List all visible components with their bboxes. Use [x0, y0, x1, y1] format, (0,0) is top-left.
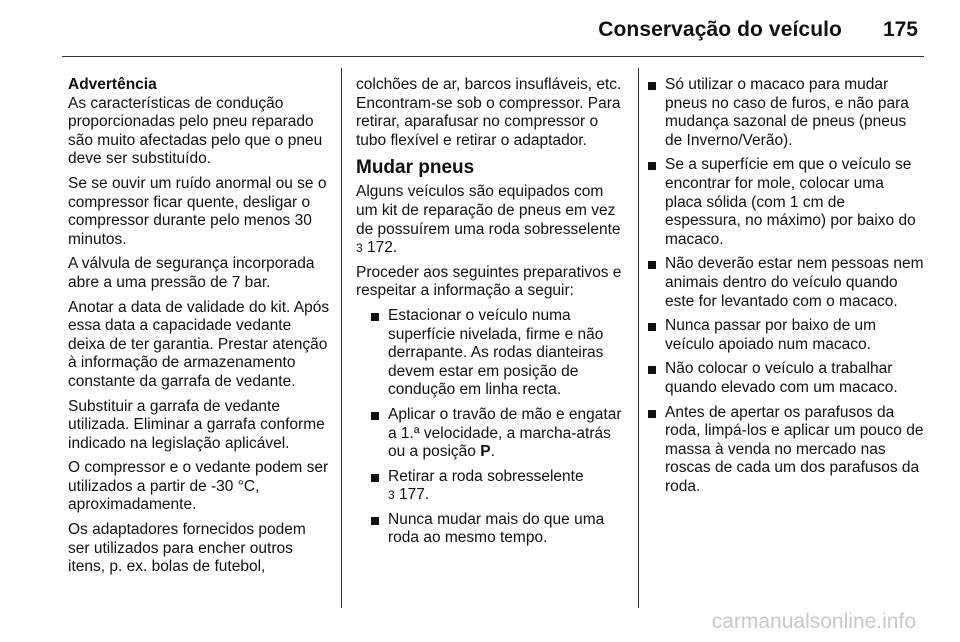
preparation-list [356, 307, 626, 548]
list-item-text: Não colocar o veículo a trabalhar quando elevado com um macaco. [665, 360, 898, 396]
bullet-icon [648, 323, 656, 331]
list-item-text: Se a superfície em que o veículo se encontrar for mole, colocar uma placa sólida (com 1 cm de espessura, no máximo) por baixo do macaco. [665, 156, 916, 248]
list-item-text: Estacionar o veículo numa superfície nivelada, firme e não derrapante. As rodas dianteiras devem estar em posição de condução em linha recta. [388, 306, 604, 399]
list-item-text: Não deverão estar nem pessoas nem animais dentro do veículo quando este for levantado com o macaco. [665, 255, 924, 310]
page-number: 175 [882, 18, 918, 41]
bullet-icon [648, 410, 656, 418]
list-item [371, 307, 626, 400]
page-ref-link[interactable]: 172. [367, 239, 398, 257]
bullet-icon [371, 517, 379, 525]
page-ref-arrow-icon: 3 [388, 488, 395, 503]
list-item [648, 156, 924, 249]
watermark: carmanualsonline.info [711, 610, 916, 633]
list-item [648, 404, 924, 497]
paragraph [356, 183, 626, 257]
list-item [371, 406, 626, 462]
bullet-icon [371, 474, 379, 482]
header-divider [62, 56, 924, 57]
paragraph: O compressor e o vedante podem ser utilizados a partir de -30 °C, aproximadamente. [68, 459, 329, 514]
safety-list [648, 76, 924, 496]
list-item-text: Só utilizar o macaco para mudar pneus no caso de furos, e não para mudança sazonal de pneus (pneus de Inverno/Verão). [665, 76, 909, 149]
column-1 [68, 76, 330, 583]
warning-block [68, 76, 330, 169]
bullet-icon [648, 162, 656, 170]
paragraph: A válvula de segurança incorporada abre a uma pressão de 7 bar. [68, 255, 315, 291]
paragraph: Anotar a data de validade do kit. Após essa data a capacidade vedante deixa de ter garantia. Prestar atenção à informação de armazenamento constante da garrafa de vedante. [68, 298, 330, 390]
list-item [648, 317, 924, 354]
list-item-text: Aplicar o travão de mão e engatar a 1.ª velocidade, a marcha-atrás ou a posição [388, 405, 622, 461]
paragraph: colchões de ar, barcos insufláveis, etc. Encontram-se sob o compressor. Para retirar, aparafusar no compressor o tubo flexível e retirar o adaptador. [356, 76, 622, 149]
page-ref-link[interactable]: 177. [399, 486, 430, 504]
bullet-icon [648, 82, 656, 90]
bullet-icon [371, 412, 379, 420]
list-item-end: . [490, 443, 495, 461]
list-item [648, 255, 924, 311]
warning-title: Advertência [68, 76, 157, 93]
paragraph: Proceder aos seguintes preparativos e respeitar a informação a seguir: [356, 263, 622, 300]
section-heading: Mudar pneus [356, 157, 475, 179]
list-item [371, 511, 626, 548]
bullet-icon [648, 261, 656, 269]
list-item-text: Retirar a roda sobresselente [388, 467, 584, 485]
paragraph: Os adaptadores fornecidos podem ser utilizados para encher outros itens, p. ex. bolas de futebol, [68, 521, 306, 576]
list-item-text: Nunca mudar mais do que uma roda ao mesmo tempo. [388, 510, 605, 547]
column-3 [648, 76, 924, 502]
list-item [648, 76, 924, 150]
page-ref-arrow-icon: 3 [356, 241, 363, 256]
list-item [648, 360, 924, 397]
page-title: Conservação do veículo [598, 18, 842, 41]
column-divider-2 [638, 68, 639, 608]
column-divider-1 [341, 68, 342, 608]
bullet-icon [648, 366, 656, 374]
paragraph-text: Alguns veículos são equipados com um kit de reparação de pneus em vez de possuírem uma roda sobresselente [356, 183, 621, 238]
paragraph: Substituir a garrafa de vedante utilizada. Eliminar a garrafa conforme indicado na legislação aplicável. [68, 397, 325, 452]
list-item-text: Antes de apertar os parafusos da roda, limpá-los e aplicar um pouco de massa à venda no mercado nas roscas de cada um dos parafusos da roda. [665, 403, 924, 495]
list-item-text: Nunca passar por baixo de um veículo apoiado num macaco. [665, 317, 877, 353]
column-2 [356, 76, 626, 554]
paragraph: Se se ouvir um ruído anormal ou se o compressor ficar quente, desligar o compressor durante pelo menos 30 minutos. [68, 174, 327, 248]
gear-position-label: P [480, 443, 491, 461]
bullet-icon [371, 313, 379, 321]
warning-text: As características de condução proporcionadas pelo pneu reparado são muito afectadas pelo que o pneu deve ser substituído. [68, 94, 323, 168]
list-item [371, 468, 626, 505]
